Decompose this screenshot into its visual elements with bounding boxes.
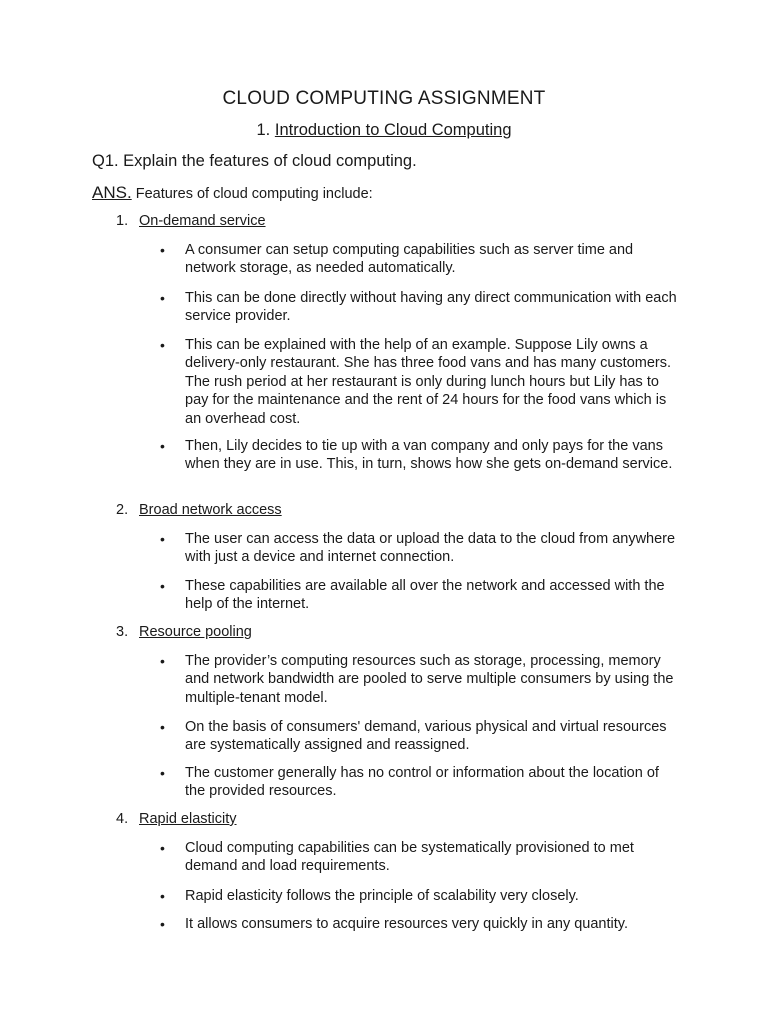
list-number: 4.	[116, 811, 129, 827]
bullet-icon: •	[160, 765, 165, 781]
bullet-icon: •	[160, 531, 165, 547]
list-item-text: Rapid elasticity follows the principle of scalability very closely.	[185, 888, 579, 904]
document-title: CLOUD COMPUTING ASSIGNMENT	[222, 88, 546, 109]
section-number: 1.	[256, 121, 271, 139]
list-heading-resource-pooling	[116, 624, 252, 640]
list-heading-label: On-demand service	[139, 213, 266, 229]
list-number: 3.	[116, 624, 129, 640]
list-heading-label: Broad network access	[139, 502, 282, 518]
bullet-icon: •	[160, 653, 165, 669]
list-item-text: Then, Lily decides to tie up with a van company and only pays for the vans when they are in use. This, in turn, shows how she gets on-demand service.	[185, 438, 673, 473]
section-title-text: Introduction to Cloud Computing	[274, 121, 512, 139]
section-title	[0, 121, 768, 140]
list-heading-broad-network	[116, 502, 282, 518]
list-item-text: The provider’s computing resources such as storage, processing, memory and network bandwidth are pooled to serve multiple consumers by using the multiple-tenant model.	[185, 653, 674, 706]
bullet-icon: •	[160, 840, 165, 856]
question-heading: Q1. Explain the features of cloud computing.	[92, 152, 417, 170]
bullet-icon: •	[160, 290, 165, 306]
bullet-icon: •	[160, 438, 165, 454]
list-item-text: This can be explained with the help of an example. Suppose Lily owns a delivery-only restaurant. She has three food vans and has many customers. The rush period at her restaurant is only during lunch hours but Lily has to pay for the maintenance and the rent of 24 hours for the food vans which is an overhead cost.	[185, 337, 672, 427]
list-heading-label: Rapid elasticity	[139, 811, 237, 827]
list-item-text: These capabilities are available all over the network and accessed with the help of the internet.	[185, 578, 665, 613]
list-item-text: Cloud computing capabilities can be systematically provisioned to met demand and load requirements.	[185, 840, 634, 875]
list-item-text: A consumer can setup computing capabilities such as server time and network storage, as needed automatically.	[185, 242, 634, 277]
list-item-text: On the basis of consumers' demand, various physical and virtual resources are systematically assigned and reassigned.	[185, 719, 667, 754]
bullet-icon: •	[160, 242, 165, 258]
list-item-text: The customer generally has no control or information about the location of the provided resources.	[185, 765, 659, 800]
bullet-icon: •	[160, 916, 165, 932]
list-number: 2.	[116, 502, 129, 518]
bullet-icon: •	[160, 888, 165, 904]
list-heading-on-demand	[116, 213, 266, 229]
list-heading-label: Resource pooling	[139, 624, 252, 640]
answer-label: ANS.	[92, 183, 132, 202]
list-number: 1.	[116, 213, 129, 229]
bullet-icon: •	[160, 578, 165, 594]
bullet-icon: •	[160, 337, 165, 353]
answer-intro: Features of cloud computing include:	[135, 186, 373, 202]
list-item-text: The user can access the data or upload the data to the cloud from anywhere with just a device and internet connection.	[185, 531, 676, 566]
list-item-text: It allows consumers to acquire resources very quickly in any quantity.	[185, 916, 628, 932]
list-heading-rapid-elasticity	[116, 811, 237, 827]
bullet-icon: •	[160, 719, 165, 735]
list-item-text: This can be done directly without having any direct communication with each service provider.	[185, 290, 677, 325]
answer-intro-line	[92, 183, 373, 203]
